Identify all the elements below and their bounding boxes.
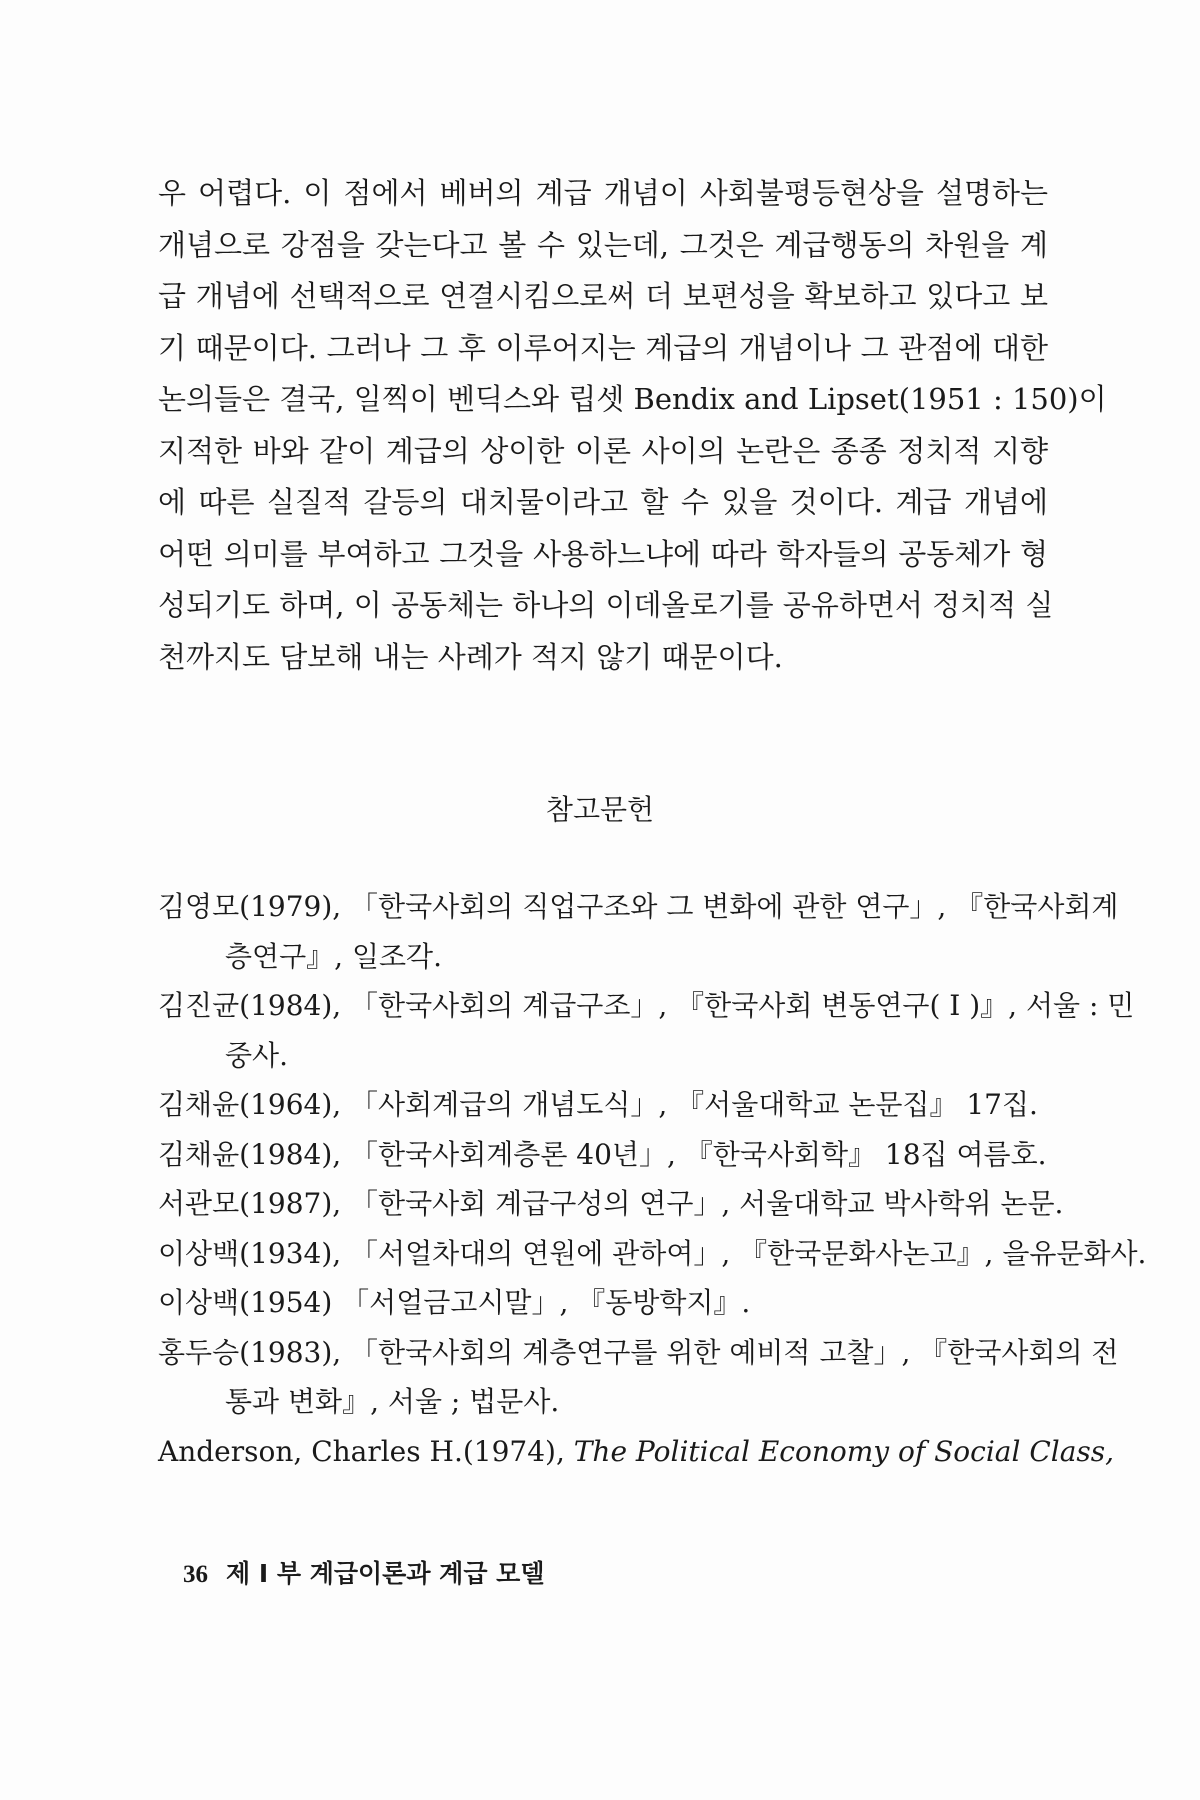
- reference-continuation: 통과 변화』, 서울 ; 법문사.: [225, 1385, 560, 1418]
- body-line: 급 개념에 선택적으로 연결시킴으로써 더 보편성을 확보하고 있다고 보: [158, 279, 1048, 313]
- reference-entry: 김채윤(1964), 「사회계급의 개념도식」, 『서울대학교 논문집』 17집.: [158, 1088, 1038, 1121]
- body-line: 에 따른 실질적 갈등의 대치물이라고 할 수 있을 것이다. 계급 개념에: [158, 485, 1048, 519]
- references-heading: 참고문헌: [545, 793, 655, 826]
- reference-entry-anderson: [158, 1427, 1115, 1477]
- reference-entry: 이상백(1934), 「서얼차대의 연원에 관하여」, 『한국문화사논고』, 을유문화사.: [158, 1236, 1147, 1270]
- body-line: 개념으로 강점을 갖는다고 볼 수 있는데, 그것은 계급행동의 차원을 계: [158, 227, 1048, 262]
- reference-entry: 이상백(1954) 「서얼금고시말」, 『동방학지』.: [158, 1286, 751, 1319]
- reference-entry: 김진균(1984), 「한국사회의 계급구조」, 『한국사회 변동연구( I )』, 서울 : 민: [158, 989, 1135, 1022]
- body-line: 논의들은 결국, 일찍이 벤딕스와 립셋 Bendix and Lipset(1951 : 150)이: [158, 382, 1107, 416]
- reference-title-italic: The Political Economy of Social Class,: [573, 1434, 1115, 1468]
- reference-entry: 김영모(1979), 「한국사회의 직업구조와 그 변화에 관한 연구」, 『한국사회계: [158, 890, 1119, 923]
- reference-entry: 김채윤(1984), 「한국사회계층론 40년」, 『한국사회학』 18집 여름호.: [158, 1137, 1047, 1171]
- body-line: 우 어렵다. 이 점에서 베버의 계급 개념이 사회불평등현상을 설명하는: [158, 176, 1048, 210]
- reference-continuation: 중사.: [225, 1038, 288, 1072]
- reference-continuation: 층연구』, 일조각.: [225, 939, 442, 973]
- body-line: 성되기도 하며, 이 공동체는 하나의 이데올로기를 공유하면서 정치적 실: [158, 588, 1054, 622]
- page-footer: [183, 1557, 544, 1592]
- reference-entry: 서관모(1987), 「한국사회 계급구성의 연구」, 서울대학교 박사학위 논문.: [158, 1187, 1064, 1220]
- body-line: 어떤 의미를 부여하고 그것을 사용하느냐에 따라 학자들의 공동체가 형: [158, 536, 1048, 571]
- reference-author: Anderson, Charles H.(1974),: [158, 1434, 574, 1468]
- page-number: 36: [183, 1561, 208, 1588]
- running-head: 제 I 부 계급이론과 계급 모델: [226, 1559, 545, 1588]
- body-line: 천까지도 담보해 내는 사례가 적지 않기 때문이다.: [158, 639, 783, 674]
- body-paragraph: [158, 168, 1107, 683]
- body-line: 기 때문이다. 그러나 그 후 이루어지는 계급의 개념이나 그 관점에 대한: [158, 330, 1048, 365]
- body-line: 지적한 바와 같이 계급의 상이한 이론 사이의 논란은 종종 정치적 지향: [158, 433, 1048, 468]
- reference-entry: 홍두승(1983), 「한국사회의 계층연구를 위한 예비적 고찰」, 『한국사회의 전: [158, 1335, 1119, 1369]
- reference-list: [158, 882, 1147, 1476]
